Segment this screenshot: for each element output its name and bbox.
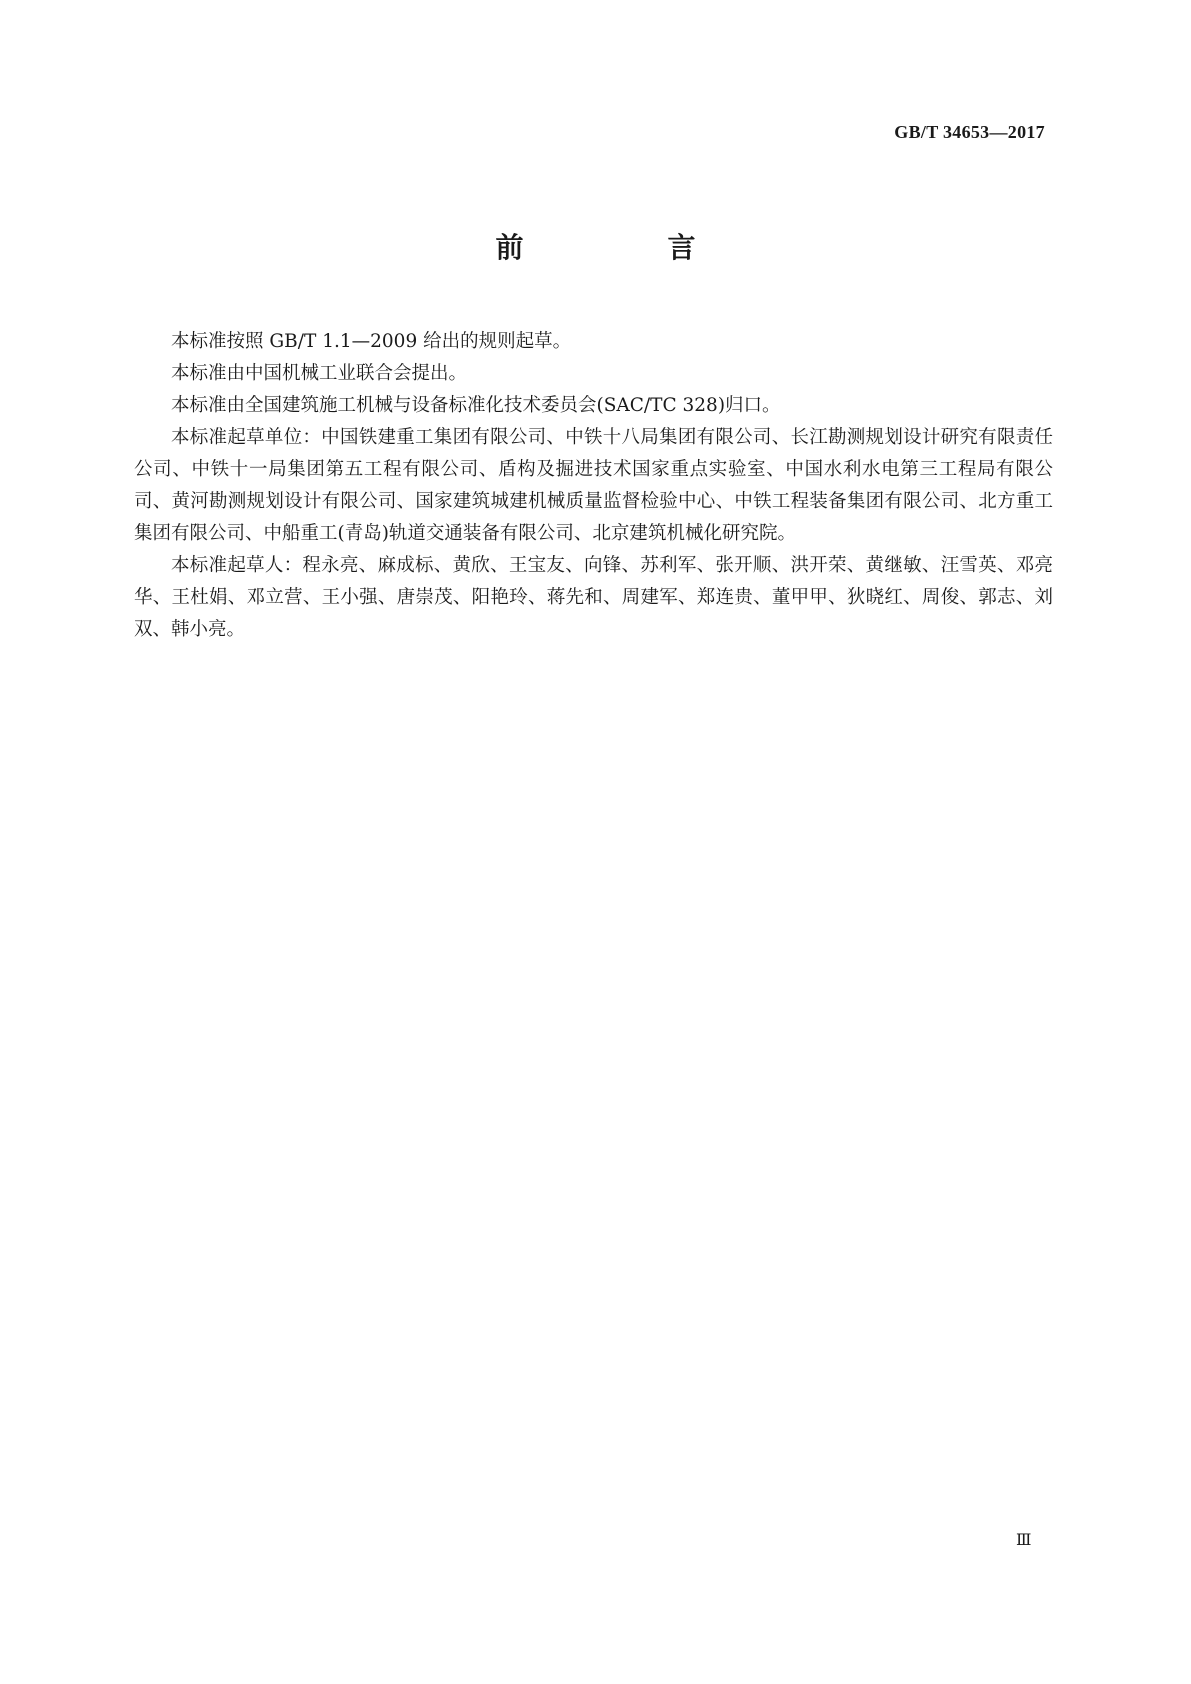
page-number: Ⅲ bbox=[1016, 1532, 1032, 1549]
page-title: 前 言 bbox=[495, 231, 754, 264]
paragraph-proposer: 本标准由中国机械工业联合会提出。 bbox=[171, 363, 468, 384]
standard-code: GB/T 34653—2017 bbox=[894, 122, 1045, 142]
foreword-body bbox=[134, 326, 1053, 646]
paragraph-drafting-units: 本标准起草单位：中国铁建重工集团有限公司、中铁十八局集团有限公司、长江勘测规划设计研究有限责任公司、中铁十一局集团第五工程有限公司、盾构及掘进技术国家重点实验室、中国水利水电第三工程局有限公司、黄河勘测规划设计有限公司、国家建筑城建机械质量监督检验中心、中铁工程装备集团有限公司、北方重工集团有限公司、中船重工(青岛)轨道交通装备有限公司、北京建筑机械化研究院。 bbox=[134, 427, 1053, 544]
paragraph-drafting-rules: 本标准按照 GB/T 1.1—2009 给出的规则起草。 bbox=[171, 331, 572, 352]
paragraph-administrator: 本标准由全国建筑施工机械与设备标准化技术委员会(SAC/TC 328)归口。 bbox=[171, 395, 781, 416]
paragraph-drafters: 本标准起草人：程永亮、麻成标、黄欣、王宝友、向锋、苏利军、张开顺、洪开荣、黄继敏、汪雪英、邓亮华、王杜娟、邓立营、王小强、唐崇茂、阳艳玲、蒋先和、周建军、郑连贵、董甲甲、狄晓红、周俊、郭志、刘双、韩小亮。 bbox=[134, 555, 1053, 640]
